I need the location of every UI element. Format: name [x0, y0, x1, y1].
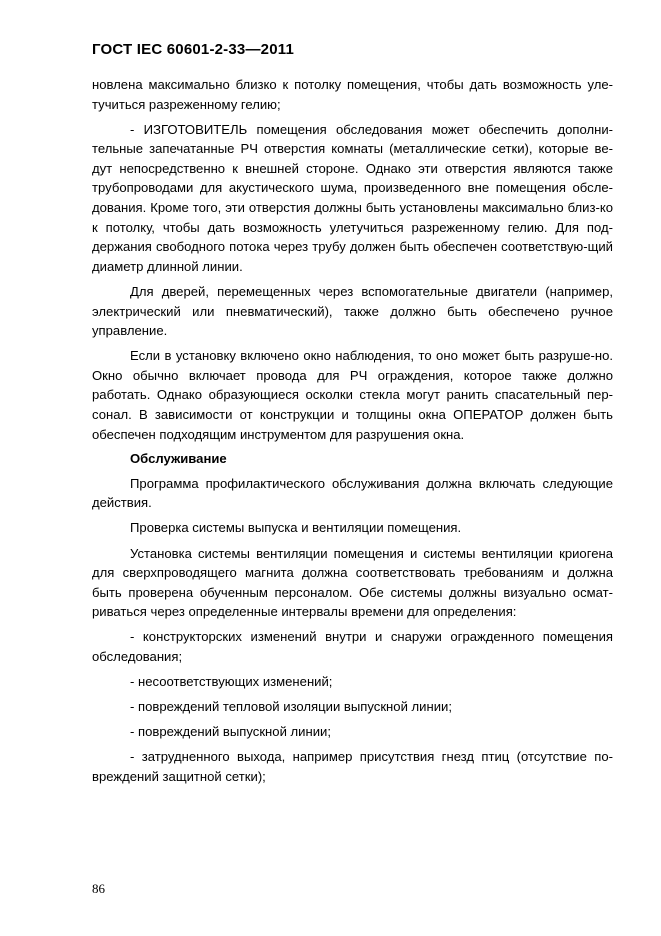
list-item: - конструкторских изменений внутри и снаружи огражденного помещения обследования; [92, 629, 613, 665]
subheading-maintenance: Обслуживание [130, 450, 227, 466]
paragraph-doors: Для дверей, перемещенных через вспомогательные двигатели (например, электрический или пневматический), также должно быть обеспечено ручное управление. [92, 283, 613, 339]
page-number: 86 [92, 881, 105, 896]
paragraph-manufacturer: - ИЗГОТОВИТЕЛЬ помещения обследования может обеспечить дополни-тельные запечатанные РЧ отверстия комнаты (металлические сетки), которые ве-дут непосредственно к внешней стороне. Однако эти отверстия являются также трубопроводами для акустического шума, произведенного вне помещения обсле-дования. Кроме того, эти отверстия должны быть установлены максимально близ-ко к потолку, чтобы дать возможность улетучиться разреженному гелию. Для под-держания свободного потока через трубу должен быть обеспечен соответствую-щий диаметр длинной линии. [92, 121, 613, 274]
list-item: - повреждений выпускной линии; [130, 724, 331, 740]
list-item: - повреждений тепловой изоляции выпускной линии; [130, 699, 452, 715]
paragraph-ventilation: Установка системы вентиляции помещения и системы вентиляции криогена для сверхпроводящего магнита должна соответствовать требованиям и должна быть проверена обученным персоналом. Обе системы должны визуально осмат-риваться через определенные интервалы времени для определения: [92, 545, 613, 620]
paragraph-window: Если в установку включено окно наблюдения, то оно может быть разруше-но. Окно обычно включает провода для РЧ ограждения, которое также должно работать. Однако образующиеся осколки стекла могут ранить спасательный пер-сонал. В зависимости от конструкции и толщины окна ОПЕРАТОР должен быть обеспечен подходящим инструментом для разрушения окна. [92, 348, 613, 442]
list-item: - несоответствующих изменений; [130, 674, 333, 690]
document-header: ГОСТ IEC 60601-2-33—2011 [92, 41, 295, 58]
paragraph-continuation: новлена максимально близко к потолку помещения, чтобы дать возможность уле-тучиться разреженному гелию; [92, 77, 613, 112]
list-item: - затрудненного выхода, например присутствия гнезд птиц (отсутствие по-вреждений защитной сетки); [92, 749, 613, 784]
paragraph-program: Программа профилактического обслуживания должна включать следующие действия. [92, 475, 613, 511]
paragraph-check: Проверка системы выпуска и вентиляции помещения. [130, 520, 462, 536]
page-body [92, 75, 613, 787]
